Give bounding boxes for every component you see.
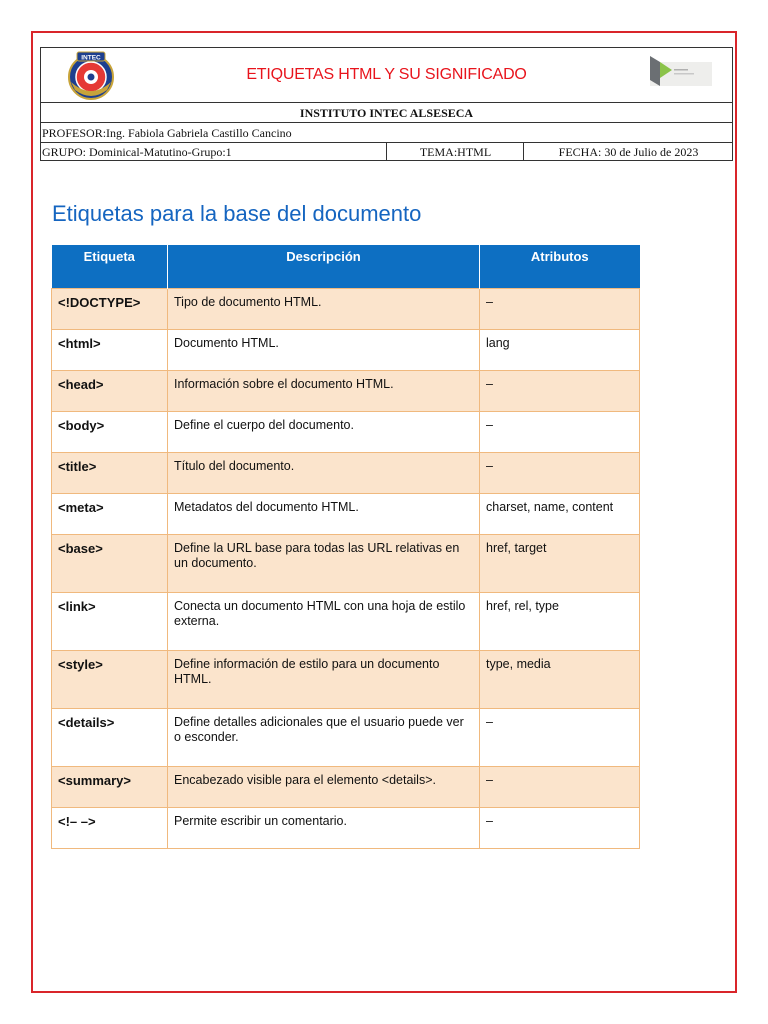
description-cell: Conecta un documento HTML con una hoja de estilo externa.: [168, 592, 480, 650]
column-header-descripcion: Descripción: [168, 245, 480, 288]
attributes-cell: href, target: [480, 534, 640, 592]
document-title: ETIQUETAS HTML Y SU SIGNIFICADO: [246, 66, 527, 83]
table-row: [52, 650, 640, 708]
description-cell: Permite escribir un comentario.: [168, 807, 480, 848]
attributes-cell: lang: [480, 329, 640, 370]
header-title-block: [40, 47, 733, 103]
description-cell: Título del documento.: [168, 452, 480, 493]
attributes-cell: type, media: [480, 650, 640, 708]
description-cell: Tipo de documento HTML.: [168, 288, 480, 329]
table-row: [52, 411, 640, 452]
attributes-cell: –: [480, 288, 640, 329]
tag-cell: <details>: [52, 708, 168, 766]
tag-cell: <title>: [52, 452, 168, 493]
tag-cell: <!DOCTYPE>: [52, 288, 168, 329]
table-row: [52, 288, 640, 329]
table-row: [52, 534, 640, 592]
grupo-field: GRUPO: Dominical-Matutino-Grupo:1: [42, 144, 232, 159]
tema-field: TEMA:HTML: [386, 143, 523, 160]
tag-cell: <html>: [52, 329, 168, 370]
tag-cell: <summary>: [52, 766, 168, 807]
table-row: [52, 766, 640, 807]
description-cell: Documento HTML.: [168, 329, 480, 370]
fecha-field: FECHA: 30 de Julio de 2023: [523, 143, 732, 160]
tag-cell: <head>: [52, 370, 168, 411]
column-header-atributos: Atributos: [480, 245, 640, 288]
table-row: [52, 493, 640, 534]
secondary-logo: [650, 56, 712, 88]
description-cell: Define detalles adicionales que el usuario puede ver o esconder.: [168, 708, 480, 766]
tag-cell: <meta>: [52, 493, 168, 534]
logo-label: INTEC: [81, 54, 101, 62]
attributes-cell: –: [480, 807, 640, 848]
table-row: [52, 452, 640, 493]
table-row: [52, 329, 640, 370]
institute-name: INSTITUTO INTEC ALSESECA: [299, 105, 474, 120]
column-header-etiqueta: Etiqueta: [52, 245, 168, 288]
description-cell: Información sobre el documento HTML.: [168, 370, 480, 411]
institute-row: [40, 103, 733, 123]
tag-cell: <body>: [52, 411, 168, 452]
attributes-cell: charset, name, content: [480, 493, 640, 534]
table-row: [52, 370, 640, 411]
table-header-row: [52, 245, 640, 288]
profesor-name: PROFESOR:Ing. Fabiola Gabriela Castillo Cancino: [42, 125, 292, 140]
table-row: [52, 708, 640, 766]
section-heading: Etiquetas para la base del documento: [52, 201, 422, 226]
html-tags-table: [51, 245, 640, 849]
tag-cell: <style>: [52, 650, 168, 708]
table-row: [52, 592, 640, 650]
attributes-cell: –: [480, 766, 640, 807]
description-cell: Define la URL base para todas las URL relativas en un documento.: [168, 534, 480, 592]
table-row: [52, 807, 640, 848]
attributes-cell: href, rel, type: [480, 592, 640, 650]
group-row: [40, 143, 733, 161]
document-header: [40, 47, 733, 161]
tag-cell: <base>: [52, 534, 168, 592]
attributes-cell: –: [480, 370, 640, 411]
description-cell: Define información de estilo para un documento HTML.: [168, 650, 480, 708]
attributes-cell: –: [480, 452, 640, 493]
attributes-cell: –: [480, 708, 640, 766]
profesor-row: [40, 123, 733, 143]
description-cell: Define el cuerpo del documento.: [168, 411, 480, 452]
tag-cell: <!– –>: [52, 807, 168, 848]
description-cell: Encabezado visible para el elemento <details>.: [168, 766, 480, 807]
attributes-cell: –: [480, 411, 640, 452]
description-cell: Metadatos del documento HTML.: [168, 493, 480, 534]
tag-cell: <link>: [52, 592, 168, 650]
